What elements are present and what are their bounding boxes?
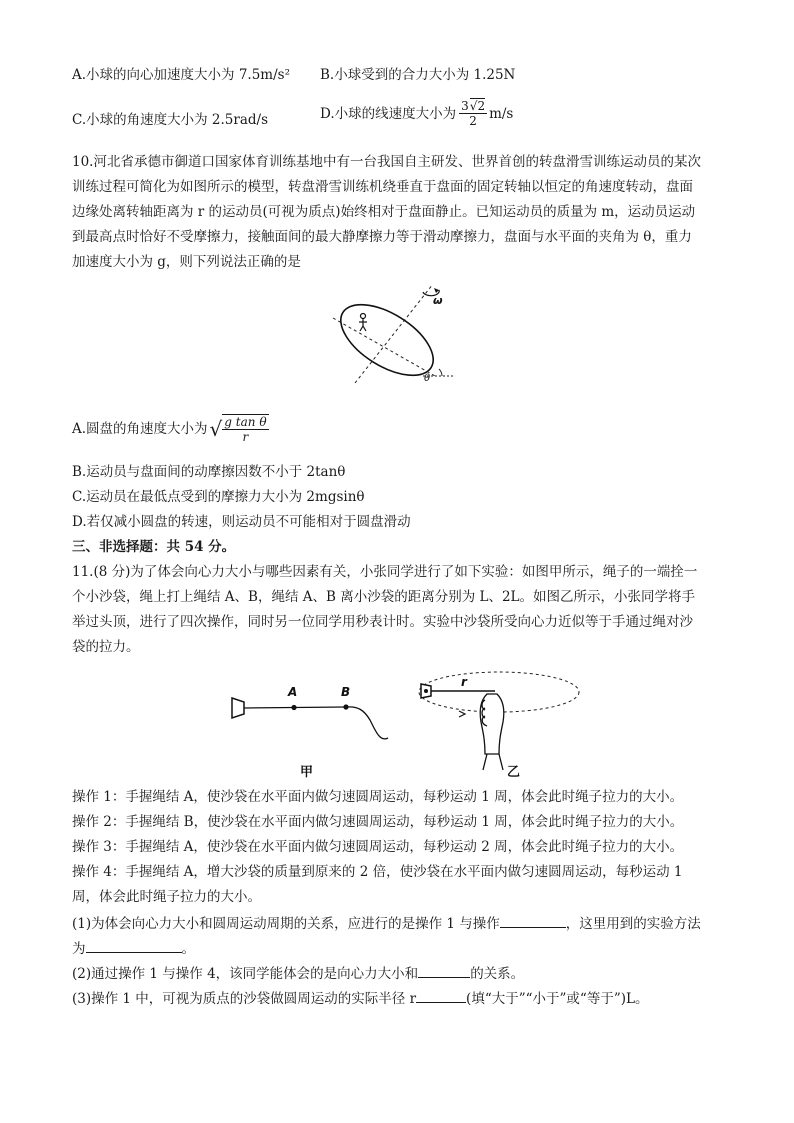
q10-option-b: B.运动员与盘面间的动摩擦因数不小于 2tanθ — [72, 464, 346, 480]
operation-4-line-1: 操作 4：手握绳结 A，增大沙袋的质量到原来的 2 倍，使沙袋在水平面内做匀速圆周运动，每秒运动 1 — [72, 864, 683, 880]
omega-label: ω — [433, 294, 443, 307]
q9-option-d-fraction: $\frac{3√2}{2}$ — [461, 99, 486, 128]
caption-jia: 甲 — [300, 765, 314, 780]
sub-question-2-text-a: (2)通过操作 1 与操作 4，该同学能体会的是向心力大小和 — [72, 966, 419, 982]
answer-blank-1[interactable] — [500, 913, 566, 928]
theta-label: θ — [424, 373, 431, 384]
q9-option-b: B.小球受到的合力大小为 1.25N — [320, 67, 516, 83]
sub-question-1-text-c: 为 — [72, 941, 86, 957]
q10-stem-line-1: 10.河北省承德市御道口国家体育训练基地中有一台我国自主研发、世界首创的转盘滑雪训练运动员的某次 — [72, 154, 701, 170]
q11-stem-line-4: 袋的拉力。 — [72, 639, 140, 655]
sub-question-2-text-b: 的关系。 — [470, 966, 525, 982]
caption-yi: 乙 — [507, 765, 521, 780]
knot-a — [291, 705, 296, 710]
answer-blank-2[interactable] — [86, 938, 182, 953]
section-heading: 三、非选择题：共 54 分。 — [72, 539, 236, 555]
q10-stem-line-4: 到最高点时恰好不受摩擦力，接触面间的最大静摩擦力等于滑动摩擦力，盘面与水平面的夹角为 θ，重力 — [72, 229, 692, 245]
sub-question-3-text-a: (3)操作 1 中，可视为质点的沙袋做圆周运动的实际半径 r — [72, 991, 417, 1007]
q9-option-d-den: 2 — [469, 114, 477, 128]
sub-question-3 — [72, 988, 648, 1008]
answer-blank-4[interactable] — [416, 988, 466, 1003]
q11-stem-line-1: 11.(8 分)为了体会向心力大小与哪些因素有关，小张同学进行了如下实验：如图甲所示，绳子的一端拴一 — [72, 564, 698, 580]
q10-option-d: D.若仅减小圆盘的转速，则运动员不可能相对于圆盘滑动 — [72, 514, 411, 530]
sub-question-1-text-d: 。 — [181, 941, 195, 957]
radius-label: r — [461, 675, 467, 689]
q10-option-a-fraction — [222, 414, 268, 444]
figure-yi — [415, 670, 585, 780]
sub-question-1-text-b: ，这里用到的实验方法 — [565, 916, 701, 932]
sandbag-icon — [232, 698, 244, 718]
q11-stem-line-2: 个小沙袋，绳上打上绳结 A、B，绳结 A、B 离小沙袋的距离分别为 L、2L。如图乙所示，小张同学将手 — [72, 589, 696, 605]
q9-option-d-unit: m/s — [489, 105, 514, 122]
knot-b-label: B — [341, 685, 351, 699]
q9-option-a: A.小球的向心加速度大小为 7.5m/s² — [72, 67, 290, 83]
sub-question-3-text-b: (填“大于”“小于”或“等于”)L。 — [466, 991, 649, 1007]
operation-3: 操作 3：手握绳结 A，使沙袋在水平面内做匀速圆周运动，每秒运动 2 周，体会此时绳子拉力的大小。 — [72, 839, 684, 855]
q10-stem-line-5: 加速度大小为 g，则下列说法正确的是 — [72, 254, 301, 270]
q9-option-c: C.小球的角速度大小为 2.5rad/s — [72, 112, 269, 128]
sub-question-1-text-a: (1)为体会向心力大小和圆周运动周期的关系，应进行的是操作 1 与操作 — [72, 916, 500, 932]
sub-question-2 — [72, 963, 524, 983]
hand-icon — [480, 694, 504, 770]
knot-a-label: A — [288, 685, 298, 699]
q9-option-d-coef: 3 — [461, 99, 469, 113]
operation-2: 操作 2：手握绳结 B，使沙袋在水平面内做匀速圆周运动，每秒运动 1 周，体会此时绳子拉力的大小。 — [72, 814, 684, 830]
figure-jia — [228, 680, 398, 780]
q10-stem-line-2: 训练过程可简化为如图所示的模型，转盘滑雪训练机绕垂直于盘面的固定转轴以恒定的角速度转动，盘面 — [72, 179, 693, 195]
q10-option-a-prefix: A.圆盘的角速度大小为 — [72, 421, 208, 437]
q10-option-c: C.运动员在最低点受到的摩擦力大小为 2mgsinθ — [72, 489, 365, 505]
q10-option-a-den: r — [242, 430, 249, 444]
operation-4-line-2: 周，体会此时绳子拉力的大小。 — [72, 889, 261, 905]
q9-option-d — [320, 99, 513, 128]
q9-option-d-prefix: D.小球的线速度大小为 — [320, 105, 457, 122]
q10-stem-line-3: 边缘处离转轴距离为 r 的运动员(可视为质点)始终相对于盘面静止。已知运动员的质量为 m，运动员运动 — [72, 204, 696, 220]
answer-blank-3[interactable] — [418, 963, 470, 978]
operation-1: 操作 1：手握绳结 A，使沙袋在水平面内做匀速圆周运动，每秒运动 1 周，体会此时绳子拉力的大小。 — [72, 789, 684, 805]
q10-option-a-num: g tan θ — [224, 415, 267, 429]
knot-b — [343, 704, 348, 709]
sub-question-1-line-2 — [72, 938, 195, 958]
q9-option-d-radicand: 2 — [477, 99, 486, 113]
skier-icon — [359, 314, 367, 332]
rotating-disc-figure — [315, 278, 465, 388]
sub-question-1-line-1 — [72, 913, 701, 933]
q11-stem-line-3: 举过头顶，进行了四次操作，同时另一位同学用秒表计时。实验中沙袋所受向心力近似等于手通过绳对沙 — [72, 614, 693, 630]
q10-option-a: A.圆盘的角速度大小为 √ $\frac{\text{g tan θ}}{r}$ — [72, 415, 267, 444]
